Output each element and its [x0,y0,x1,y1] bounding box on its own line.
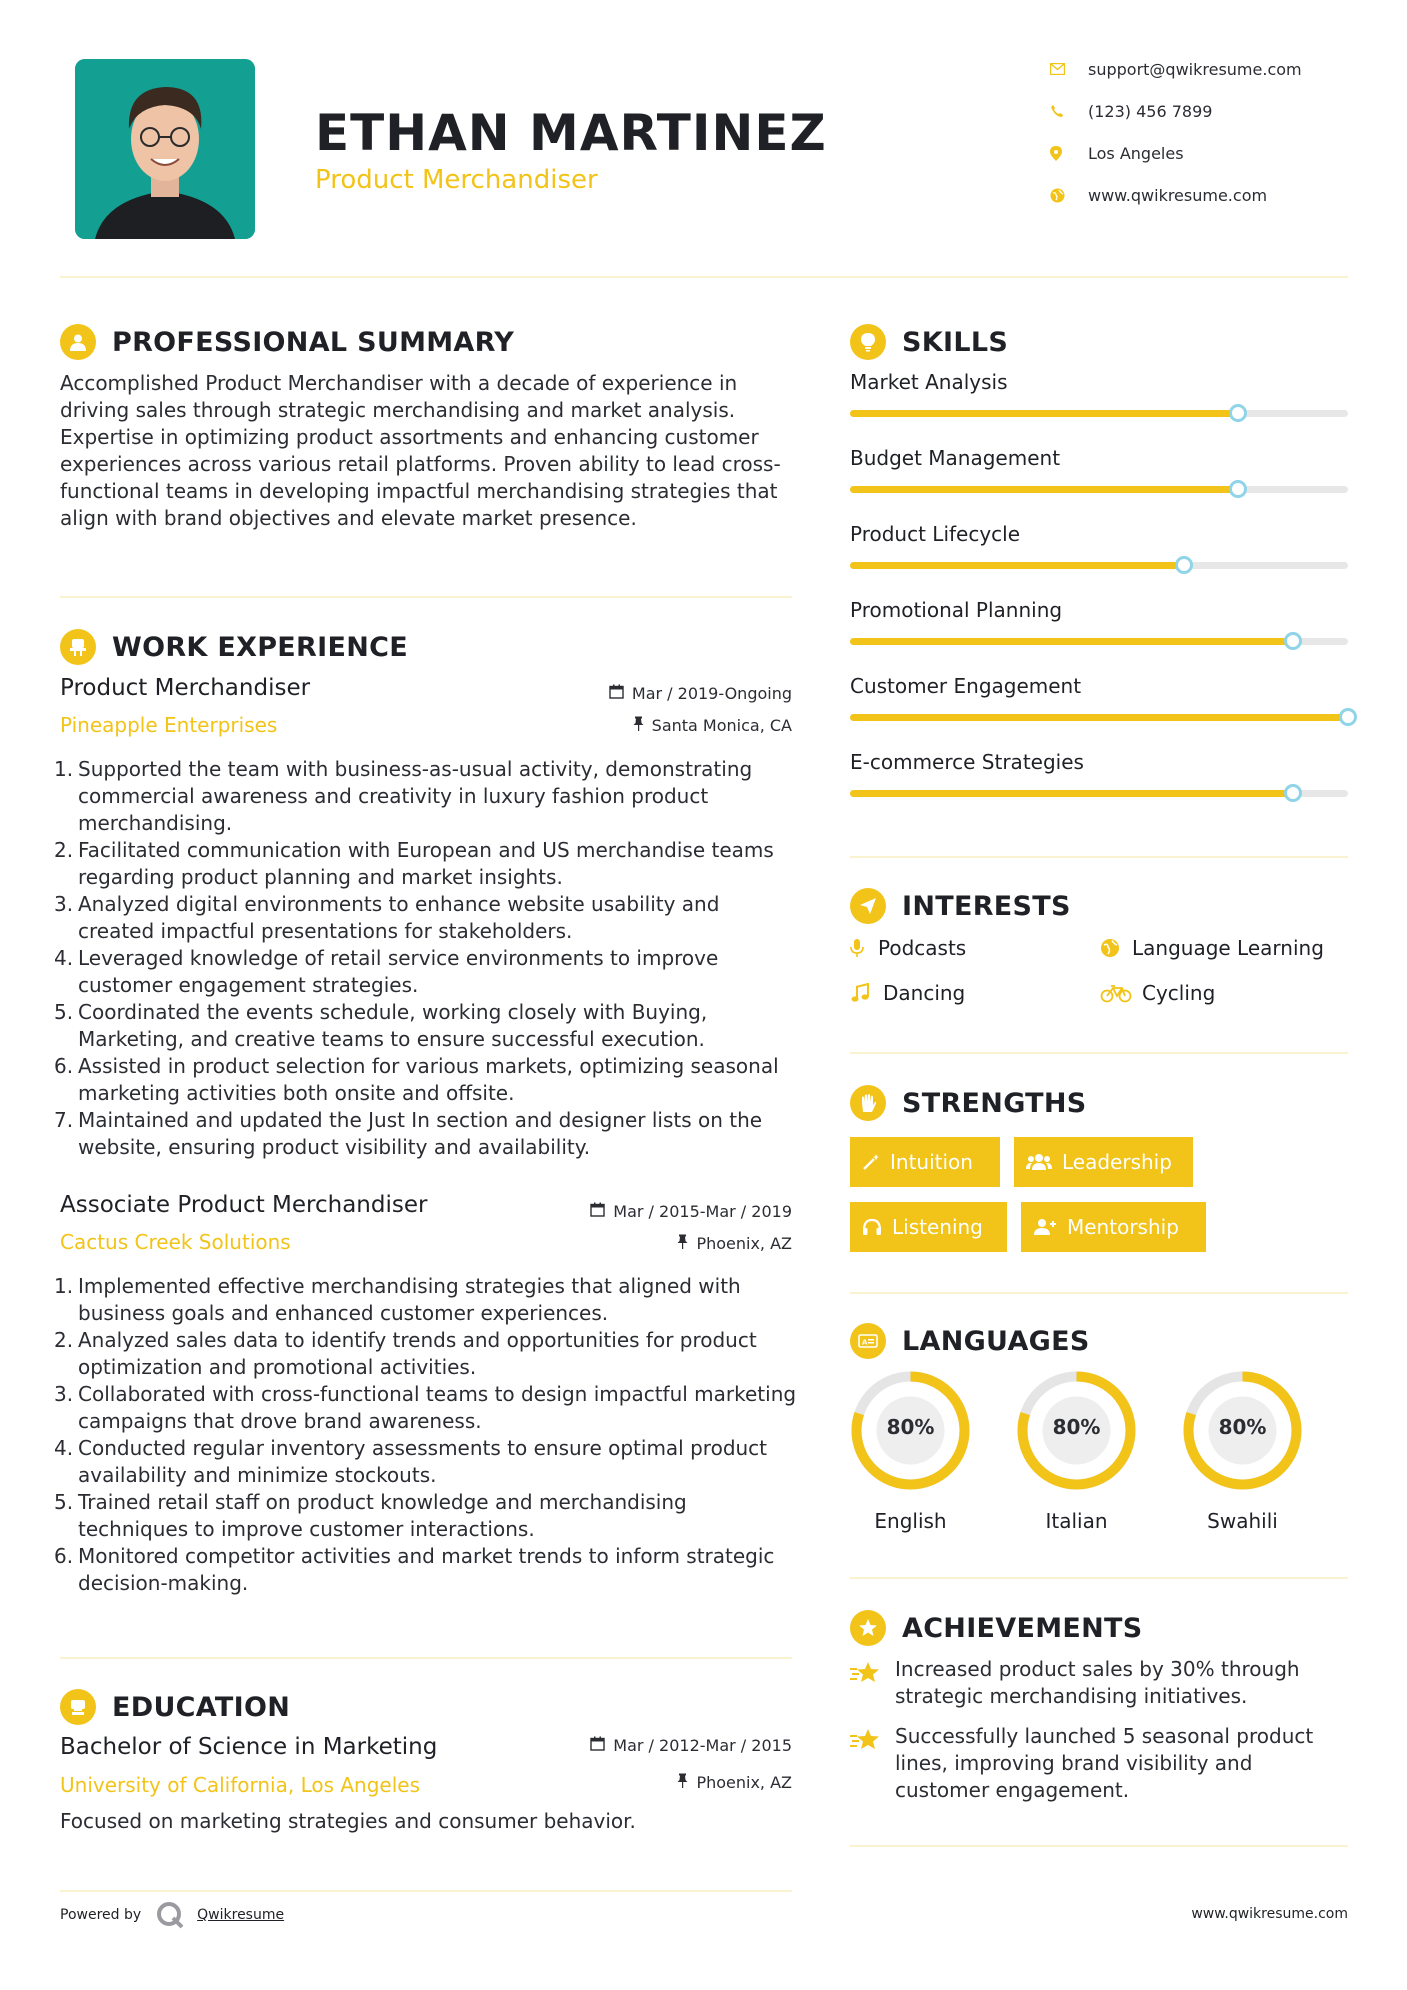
language-label: Swahili [1207,1509,1278,1533]
pushpin-icon [677,1773,688,1792]
skill-bar-fill [850,714,1348,721]
job-2-location [480,1234,792,1253]
strength-label: Intuition [890,1150,973,1174]
skill-bar-handle[interactable] [1339,708,1357,726]
job-2-dates-text: Mar / 2015-Mar / 2019 [613,1202,792,1221]
list-number: 5. [54,1490,74,1514]
job-2-dates [480,1202,792,1221]
skill-label: E-commerce Strategies [850,750,1084,774]
skill-item [850,598,1348,675]
list-item: 1. Implemented effective merchandising strategies that aligned with business goals and enhanced customer experiences. [54,1274,741,1325]
summary-title: PROFESSIONAL SUMMARY [112,326,515,358]
strength-label: Mentorship [1067,1215,1179,1239]
interest-label: Dancing [883,981,966,1005]
skill-item [850,750,1348,827]
contact-website-text: www.qwikresume.com [1088,185,1268,205]
skill-item [850,522,1348,599]
list-item: 4. Conducted regular inventory assessments to ensure optimal product availability and minimize stockouts. [54,1436,768,1487]
skill-bar-track [850,714,1348,721]
skill-bar-track [850,790,1348,797]
achievements-divider [850,1845,1348,1847]
interest-item [1100,981,1215,1005]
star-badge-icon [850,1610,886,1646]
education-dates [480,1736,792,1755]
contact-location-text: Los Angeles [1088,143,1184,163]
list-number: 3. [54,892,74,916]
phone-icon [1050,104,1088,118]
education-description: Focused on marketing strategies and consumer behavior. [60,1809,636,1833]
summary-heading [60,323,514,361]
hand-icon [850,1085,886,1121]
headphones-icon [862,1218,882,1236]
experience-divider [60,1657,792,1659]
list-number: 2. [54,838,74,862]
skill-bar-fill [850,790,1293,797]
list-item: 2. Facilitated communication with European and US merchandise teams regarding product planning and market insights. [54,838,774,889]
achievement-item [850,1656,1348,1710]
skill-bar-track [850,486,1348,493]
strength-tag [850,1137,1000,1187]
job-2-company: Cactus Creek Solutions [60,1230,291,1254]
skills-divider [850,856,1348,858]
job-1-title: Product Merchandiser [60,675,311,701]
language-percent: 80% [1218,1415,1267,1439]
calendar-icon [609,684,624,703]
language-item [848,1368,973,1533]
skills-title: SKILLS [902,326,1009,358]
pushpin-icon [677,1234,688,1253]
avatar [75,59,255,239]
list-item: 1. Supported the team with business-as-usual activity, demonstrating commercial awareness and creativity in luxury fashion product merchandising. [54,757,753,835]
list-item: 3. Collaborated with cross-functional teams to design impactful marketing campaigns that drove brand awareness. [54,1382,797,1433]
list-number: 6. [54,1544,74,1568]
job-1-location [480,716,792,735]
interest-item [850,981,965,1005]
brand-link[interactable]: Qwikresume [197,1907,285,1923]
list-number: 1. [54,757,74,781]
achievement-item [850,1723,1348,1804]
skill-bar-handle[interactable] [1229,480,1247,498]
skills-heading [850,323,1008,361]
svg-text:A: A [862,1338,868,1347]
bicycle-icon [1100,983,1142,1003]
job-2-bullets [54,1273,800,1597]
interest-item [850,936,966,960]
globe-icon [1050,188,1088,203]
strength-tag [850,1202,1007,1252]
user-plus-icon [1033,1218,1057,1236]
contact-phone[interactable] [1050,96,1360,126]
calendar-icon [590,1736,605,1755]
lightbulb-icon [850,324,886,360]
list-number: 4. [54,1436,74,1460]
briefcase-icon [60,629,96,665]
mail-icon [1050,63,1088,75]
language-percent: 80% [886,1415,935,1439]
interest-label: Podcasts [878,936,967,960]
interests-title: INTERESTS [902,890,1071,922]
language-item [1180,1368,1305,1533]
strength-tag [1021,1202,1206,1252]
strengths-divider [850,1292,1348,1294]
interest-label: Language Learning [1132,936,1324,960]
languages-divider [850,1577,1348,1579]
list-number: 2. [54,1328,74,1352]
skill-bar-handle[interactable] [1229,404,1247,422]
skill-bar-track [850,638,1348,645]
list-item: 4. Leveraged knowledge of retail service environments to improve customer engagement strategies. [54,946,719,997]
list-item: 7. Maintained and updated the Just In section and designer lists on the website, ensuring product visibility and availability. [54,1108,763,1159]
powered-by-text: Powered by [60,1907,142,1923]
job-1-dates-text: Mar / 2019-Ongoing [631,684,792,703]
contact-email-text: support@qwikresume.com [1088,59,1302,79]
skill-item [850,674,1348,751]
list-item: 6. Assisted in product selection for various markets, optimizing seasonal marketing activities both onsite and offsite. [54,1054,779,1105]
skill-bar-fill [850,638,1293,645]
skill-bar-track [850,562,1348,569]
interests-heading [850,887,1071,925]
interest-label: Cycling [1142,981,1216,1005]
education-divider [60,1890,792,1892]
footer-url[interactable]: www.qwikresume.com [1191,1906,1348,1922]
achievement-text: Successfully launched 5 seasonal product lines, improving brand visibility and customer engagement. [895,1724,1314,1802]
job-2-location-text: Phoenix, AZ [696,1234,792,1253]
contact-website[interactable] [1050,180,1360,210]
list-item: 6. Monitored competitor activities and market trends to inform strategic decision-making. [54,1544,775,1595]
profile-photo [75,59,255,239]
contact-email[interactable] [1050,54,1360,84]
skill-item [850,370,1348,447]
list-number: 4. [54,946,74,970]
paper-plane-icon [850,888,886,924]
education-location [480,1773,792,1792]
list-item: 2. Analyzed sales data to identify trends and opportunities for product optimization and promotional activities. [54,1328,757,1379]
education-heading [60,1688,290,1726]
skill-bar-handle[interactable] [1175,556,1193,574]
education-location-text: Phoenix, AZ [696,1773,792,1792]
candidate-name: ETHAN MARTINEZ [315,104,827,162]
qwikresume-logo-icon [155,1900,185,1930]
skill-label: Customer Engagement [850,674,1082,698]
skill-label: Product Lifecycle [850,522,1021,546]
achievement-text: Increased product sales by 30% through strategic merchandising initiatives. [895,1657,1300,1708]
languages-title: LANGUAGES [902,1325,1090,1357]
job-1-bullets [54,756,800,1161]
music-note-icon [850,983,883,1003]
list-item: 5. Coordinated the events schedule, working closely with Buying, Marketing, and creative teams to ensure successful execution. [54,1000,708,1051]
achievements-title: ACHIEVEMENTS [902,1612,1143,1644]
globe-icon [1100,938,1132,958]
list-number: 7. [54,1108,74,1132]
list-item: 5. Trained retail staff on product knowledge and merchandising techniques to improve customer interactions. [54,1490,687,1541]
skill-item [850,446,1348,523]
users-icon [1026,1153,1052,1171]
contact-location [1050,138,1360,168]
list-item: 3. Analyzed digital environments to enhance website usability and created impactful presentations for stakeholders. [54,892,720,943]
language-label: English [874,1509,947,1533]
strength-label: Leadership [1062,1150,1172,1174]
language-icon [850,1323,886,1359]
skill-bar-handle[interactable] [1284,784,1302,802]
languages-heading [850,1322,1090,1360]
candidate-title: Product Merchandiser [315,165,598,195]
skill-label: Promotional Planning [850,598,1063,622]
skill-bar-fill [850,410,1238,417]
education-degree: Bachelor of Science in Marketing [60,1734,438,1760]
job-2-title: Associate Product Merchandiser [60,1192,428,1218]
map-pin-icon [1050,146,1088,161]
experience-heading [60,628,408,666]
job-1-location-text: Santa Monica, CA [651,716,792,735]
achievements-heading [850,1609,1143,1647]
strengths-title: STRENGTHS [902,1087,1087,1119]
graduation-cap-icon [60,1689,96,1725]
list-number: 3. [54,1382,74,1406]
skill-bar-fill [850,486,1238,493]
education-dates-text: Mar / 2012-Mar / 2015 [613,1736,792,1755]
skill-bar-fill [850,562,1184,569]
skill-label: Budget Management [850,446,1061,470]
pushpin-icon [633,716,644,735]
star-icon [850,1656,895,1710]
calendar-icon [590,1202,605,1221]
star-icon [850,1723,895,1804]
list-number: 5. [54,1000,74,1024]
language-label: Italian [1045,1509,1108,1533]
contact-phone-text: (123) 456 7899 [1088,101,1213,121]
summary-text: Accomplished Product Merchandiser with a decade of experience in driving sales through strategic merchandising and market analysis. Expertise in optimizing product assortments and enhancing customer experiences across various retail platforms. Proven ability to lead cross-functional teams in developing impactful merchandising strategies that align with brand objectives and elevate market presence. [60,371,781,530]
microphone-icon [850,938,878,958]
footer-powered-by [60,1900,284,1930]
job-1-company: Pineapple Enterprises [60,713,278,737]
list-number: 1. [54,1274,74,1298]
strengths-heading [850,1084,1087,1122]
user-icon [60,324,96,360]
language-percent: 80% [1052,1415,1101,1439]
strength-tag [1014,1137,1193,1187]
interest-item [1100,936,1324,960]
education-school: University of California, Los Angeles [60,1773,421,1797]
job-1-dates [480,684,792,703]
interests-divider [850,1052,1348,1054]
skill-bar-handle[interactable] [1284,632,1302,650]
skill-label: Market Analysis [850,370,1008,394]
education-title: EDUCATION [112,1691,291,1723]
strength-label: Listening [892,1215,983,1239]
header-divider [60,276,1348,278]
language-item [1014,1368,1139,1533]
experience-title: WORK EXPERIENCE [112,631,408,663]
magic-wand-icon [862,1153,880,1171]
list-number: 6. [54,1054,74,1078]
summary-divider [60,596,792,598]
skill-bar-track [850,410,1348,417]
